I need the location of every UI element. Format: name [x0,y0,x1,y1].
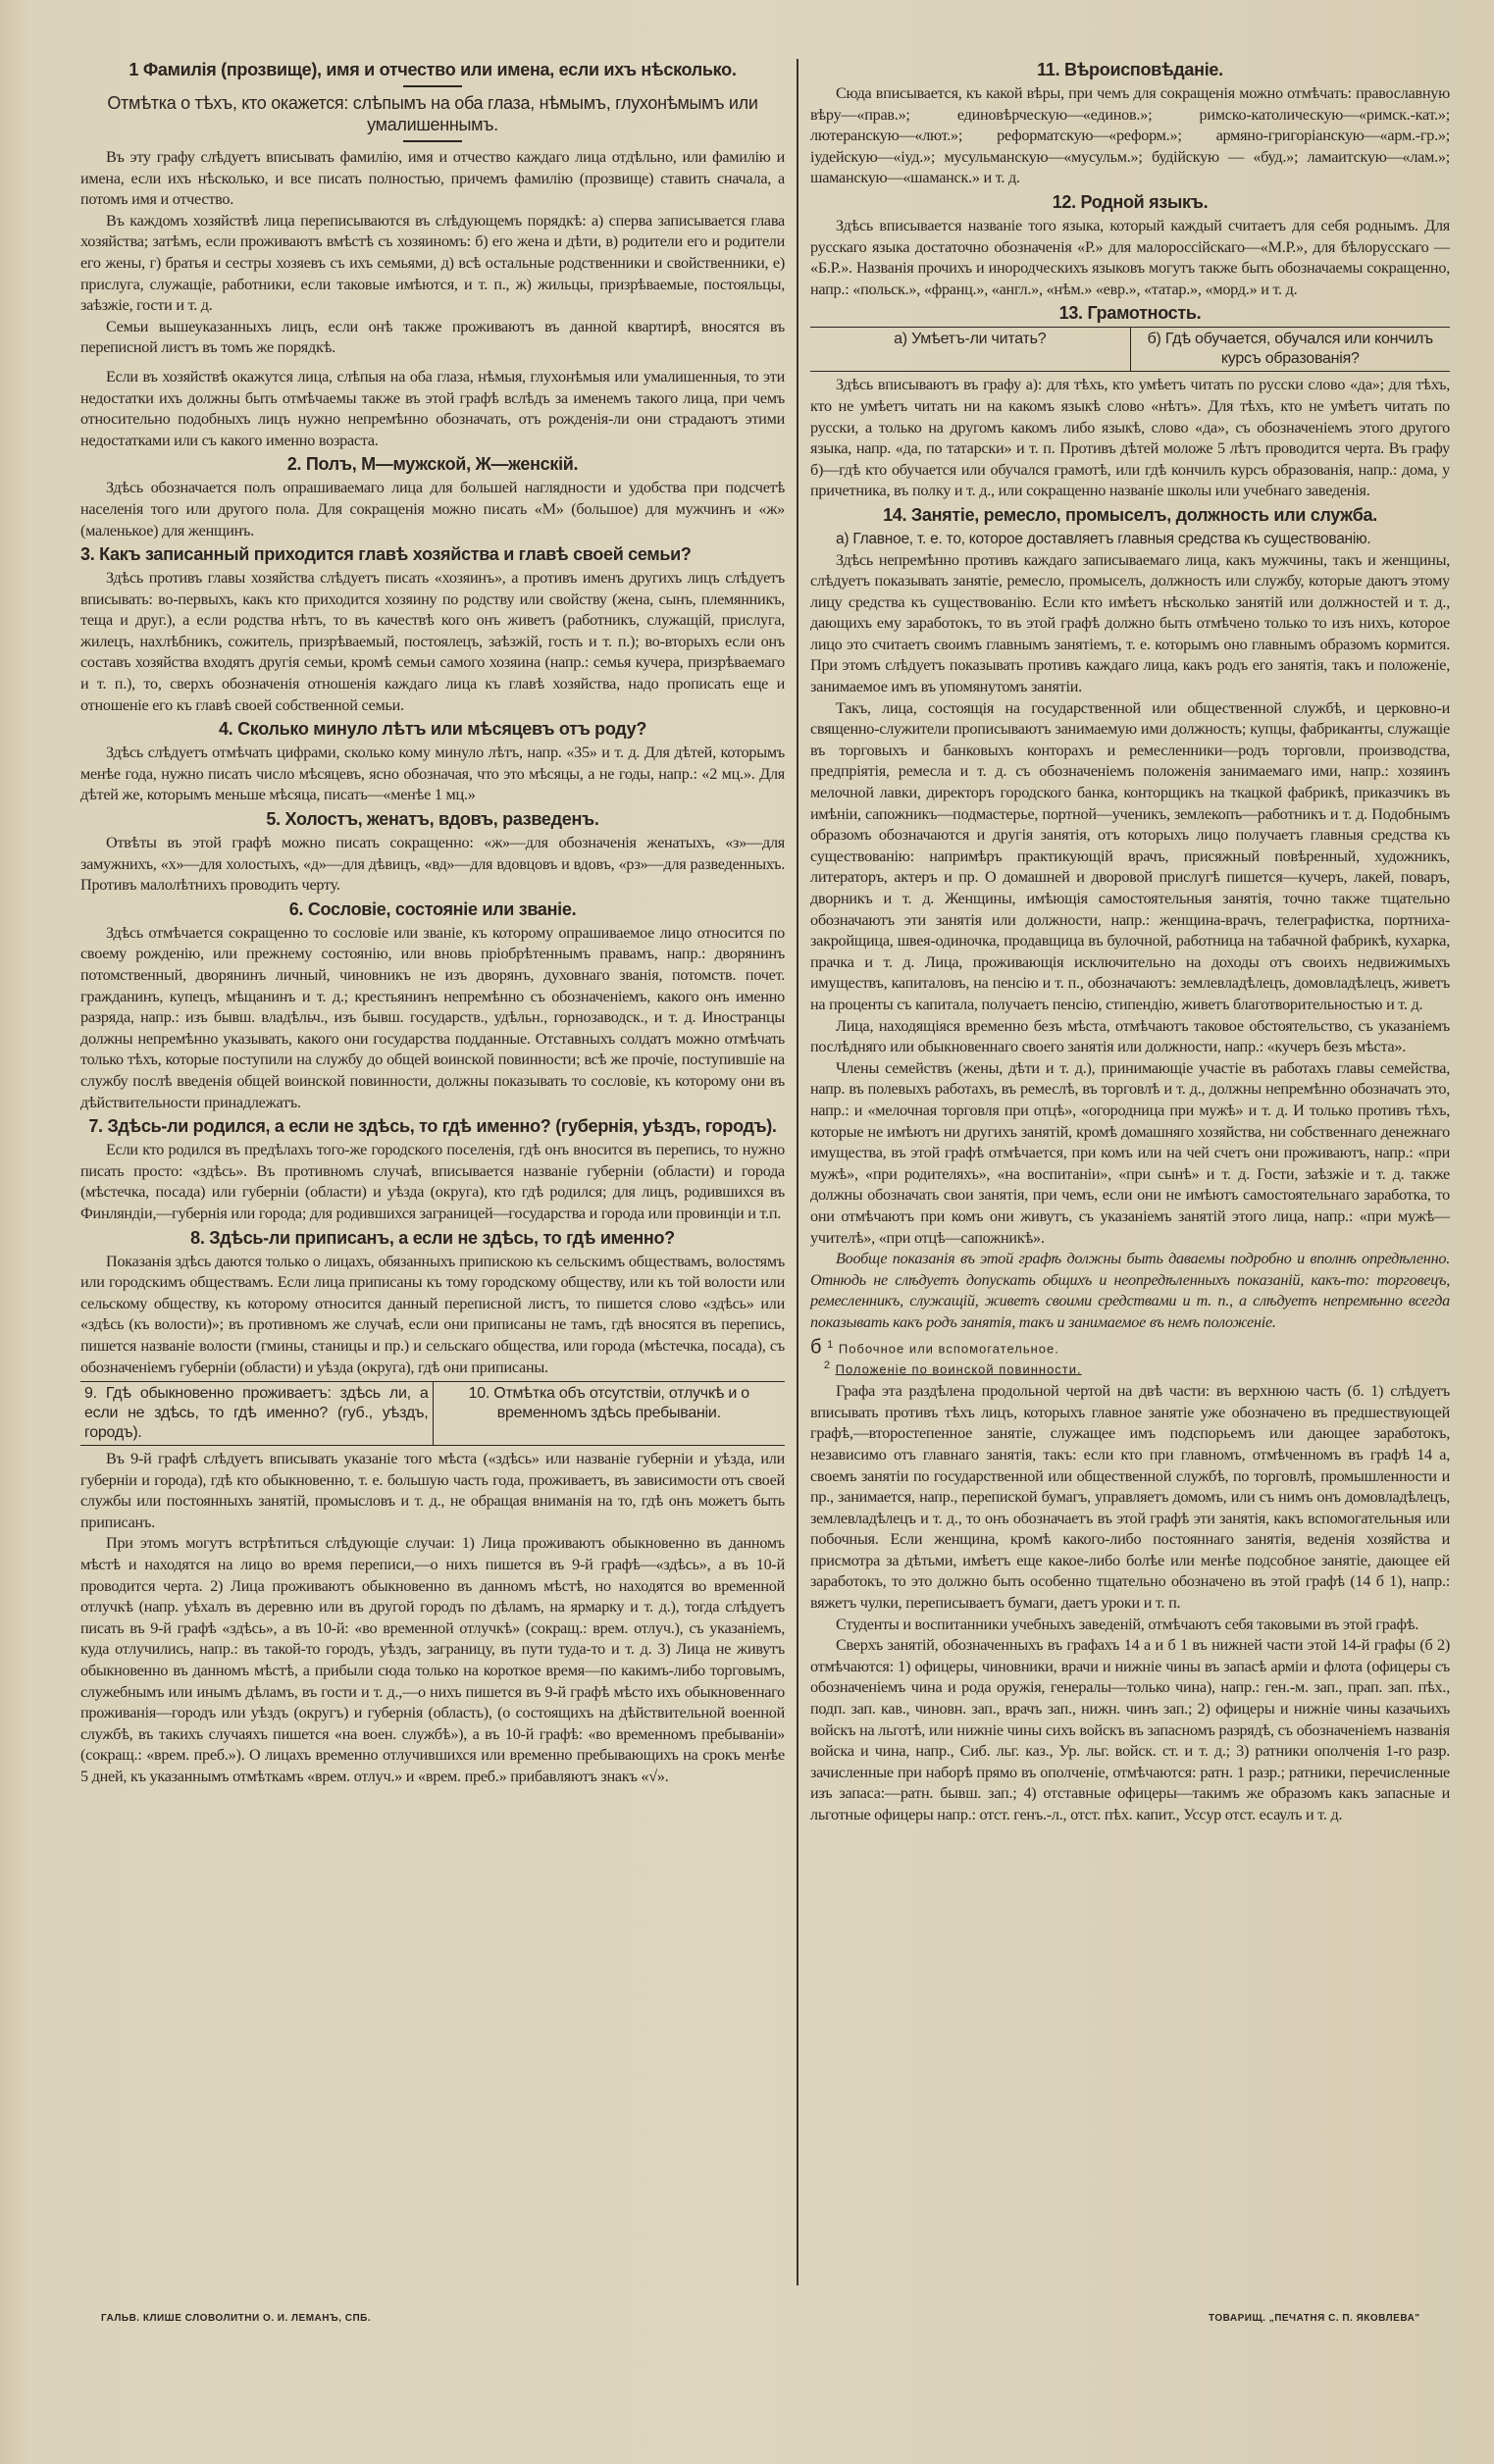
paragraph: Отвѣты въ этой графѣ можно писать сокращенно: «ж»—для обозначенія женатыхъ, «з»—для замужнихъ, «х»—для холостыхъ, «д»—для дѣвицъ, «вд»—для вдовцовъ и вдовъ, «рз»—для разведенныхъ. Противъ малолѣтнихъ проводить черту. [80,834,785,895]
paragraph: Сверхъ занятій, обозначенныхъ въ графахъ 14 а и б 1 въ нижней части этой 14-й графы (б 2) отмѣчаются: 1) офицеры, чиновники, врачи и нижніе чины въ запасѣ арміи и флота (офицеры съ обозначеніемъ чина и рода оружія, генералы—только чина), напр.: ген.-м. зап., прап. зап. пѣх., подп. зап. кав., чиновн. зап., врачъ зап., нижн. чинъ зап.; 2) офицеры и нижніе чины казачьихъ войскъ на льготѣ, или нижніе чины сихъ войскъ въ запасномъ разрядѣ, съ обозначеніемъ названія войска и чина, напр., Сиб. льг. каз., Ур. льг. войск. ст. и т. д.; 3) ратники ополченія 1-го разр. зачисленные при наборѣ прямо въ ополченіе, отмѣчаются: ратн. 1 разр.; ратники, перечисленные изъ запаса:—ратн. бывш. зап.; 4) отставные офицеры—такимъ же образомъ какъ запасные и льготные офицеры напр.: отст. генъ.-л., отст. пѣх. капит., Усcур отст. есаулъ и т. д. [810,1636,1450,1823]
section-14b1-label: Побочное или вспомогательное. [838,1341,1059,1357]
paragraph: Вообще показанія въ этой графѣ должны быть даваемы подробно и вполнѣ опредѣленно. Отнюдь не слѣдуетъ допускать общихъ и неопредѣленныхъ показаній, какъ-то: торговецъ, ремесленникъ, служащій, живетъ своими средствами и т. п., а слѣдуетъ непремѣнно всегда показывать какъ родъ занятія, такъ и занимаемое въ немъ положеніе. [810,1250,1450,1331]
section-2-heading: 2. Полъ, М—мужской, Ж—женскій. [286,454,579,475]
paragraph: Въ каждомъ хозяйствѣ лица переписываются въ слѣдующемъ порядкѣ: а) сперва записывается глава хозяйства; затѣмъ, если проживаютъ вмѣстѣ съ хозяиномъ: б) его жена и дѣти, в) родители его и родители его жены, г) братья и сестры хозяевъ съ ихъ семьями, д) всѣ остальные родственники и свойственники, е) прислуга, служащіе, работники, если таковые имѣются, и т. п., ж) жильцы, призрѣваемые, постояльцы, заѣзжіе, гости и т. д. [80,211,785,315]
section-1-heading: 1 Фамилія (прозвище), имя и отчество или имена, если ихъ нѣсколько. [129,60,737,79]
paragraph: Показанія здѣсь даются только о лицахъ, обязанныхъ припискою къ сельскимъ обществамъ, волостямъ или городскимъ обществамъ. Если лица приписаны къ тому городскому обществу, или къ той волости или сельскому обществу, къ которому относится данный переписной листъ, то пишется слово «здѣсь» или «здѣсь (къ волости)»; въ противномъ же случаѣ, если они приписаны не тамъ, гдѣ вносятся въ перепись, пишется названіе волости (гмины, станицы и пр.) и сельскаго общества, или города (мѣстечка, посада), съ обозначеніемъ губерніи (области) и уѣзда (округа), гдѣ они приписаны. [80,1252,785,1376]
sections-9-10-header [80,1381,785,1446]
paragraph: Въ 9-й графѣ слѣдуетъ вписывать указаніе того мѣста («здѣсь» или названіе губерніи и уѣзда, или губерніи и города), гдѣ кто обыкновенно, т. е. большую часть года, проживаетъ, въ зависимости отъ своей службы или постоянныхъ занятій, промысловъ и т. д., не обращая вниманія на то, гдѣ онъ можетъ быть приписанъ. [80,1450,785,1531]
paragraph: Члены семействъ (жены, дѣти и т. д.), принимающіе участіе въ работахъ главы семейства, напр. въ полевыхъ работахъ, въ ремеслѣ, въ торговлѣ и т. д., должны непремѣнно обозначать это, напр.: и «мелочная торговля при отцѣ», «огородница при мужѣ» и т. д. И только противъ тѣхъ, которые не имѣютъ ни другихъ занятій, кромѣ домашняго хозяйства, ни собственнаго денежнаго имущества, въ этой графѣ отмѣчается, при комъ или на чей счетъ они проживаютъ, напр.: «при мужѣ», «при родителяхъ», «на воспитаніи», «при сынѣ» и т. д. Гости, заѣзжіе и т. д. также должны обозначать свои занятія, при чемъ, если они не имѣютъ самостоятельнаго заработка, то они отмѣчаютъ при комъ они живутъ, съ указаніемъ занятій этого лица, напр.: «при мужѣ—учителѣ», «при отцѣ—сапожникѣ». [810,1058,1450,1247]
paragraph: Здѣсь отмѣчается сокращенно то сословіе или званіе, къ которому опрашиваемое лицо относится по своему рожденію, или прежнему состоянію, или вновь пріобрѣтеннымъ правамъ, напр.: дворянинъ потомственный, дворянинъ личный, чиновникъ не изъ дворянъ, духовнаго званія, потомств. почет. гражданинъ, купецъ, мѣщанинъ и т. д.; крестьянинъ непремѣнно съ обозначеніемъ, какого онъ именно разряда, напр.: изъ бывш. владѣльч., изъ бывш. государств., удѣльн., горнозаводск., и т. д. Иностранцы должны непремѣнно указывать, какого они государства подданные. Отставныхъ солдатъ можно отмѣчать только тѣхъ, которые поступили на службу до общей воинской повинности; всѣ же прочіе, поступившіе на службу послѣ введенія общей воинской повинности, должны показывать то сословіе, къ которому они въ дѣйствительности принадлежатъ. [80,923,785,1111]
section-14a-heading: а) Главное, т. е. то, которое доставляетъ главныя средства къ существованію. [836,530,1371,547]
paragraph: Сюда вписывается, къ какой вѣры, при чемъ для сокращенія можно отмѣчать: православную вѣру—«прав.»; единовѣрческую—«единов.»; римско-католическую—«римск.-кат.»; лютеранскую—«лют.»; реформатскую—«реформ.»; армяно-григоріанскую—«арм.-гр.»; іудейскую—«іуд.»; мусульманскую—«мусульм.»; будійскую — «буд.»; ламаитскую—«лам.»; шаманскую—«шаманск.» и т. д. [810,84,1450,187]
paragraph: При этомъ могутъ встрѣтиться слѣдующіе случаи: 1) Лица проживаютъ обыкновенно въ данномъ мѣстѣ и находятся на лицо во время переписи,—о нихъ пишется въ 9-й графѣ—«здѣсь», а въ 10-й проводится черта. 2) Лица проживаютъ обыкновенно въ данномъ мѣстѣ, но находятся во временной отлучкѣ (напр. уѣхалъ въ деревню или въ другой городъ по дѣламъ, на ярмарку и т. д.), тогда слѣдуетъ писать въ 9-й графѣ «здѣсь», а въ 10-й: «во временной отлучкѣ» (сокращ.: врем. отлуч.), съ указаніемъ, куда отлучились, напр.: въ такой-то городъ, уѣздъ, заграницу, въ пути туда-то и т. д. 3) Лица не живутъ обыкновенно въ данномъ мѣстѣ, а прибыли сюда только на короткое время—по какимъ-либо торговымъ, служебнымъ или инымъ дѣламъ, въ гости и т. д.,—о нихъ пишется въ 9-й графѣ мѣсто ихъ обыкновеннаго проживанія—городъ или уѣздъ (округъ) и губернія (область), (о состоящихъ на дѣйствительной военной службѣ, въ такихъ случаяхъ пишется «на воен. службѣ»), а въ 10-й графѣ: «во временномъ пребываніи» (сокращ.: «врем. преб.»). О лицахъ временно отлучившихся или временно пребывающихъ на срокъ менѣе 5 дней, къ указаннымъ отмѣткамъ «врем. отлуч.» и «врем. преб.» прибавляютъ знакъ «√». [80,1534,785,1785]
section-14-heading: 14. Занятіе, ремесло, промыселъ, должность или служба. [883,504,1377,525]
paragraph: Студенты и воспитанники учебныхъ заведеній, отмѣчаютъ себя таковыми въ этой графѣ. [836,1615,1419,1633]
section-14b-letter: б [810,1336,823,1359]
section-7-heading: 7. Здѣсь-ли родился, а если не здѣсь, то гдѣ именно? (губернія, уѣздъ, городъ). [88,1116,777,1137]
paragraph: Семьи вышеуказанныхъ лицъ, если онѣ также проживаютъ въ данной квартирѣ, вносятся въ переписной листъ въ томъ же порядкѣ. [80,317,785,357]
section-3-heading: 3. Какъ записанный приходится главѣ хозяйства и главѣ своей семьи? [80,544,692,565]
section-1-subheading: Отмѣтка о тѣхъ, кто окажется: слѣпымъ на оба глаза, нѣмымъ, глухонѣмымъ или умалишеннымъ. [107,93,758,134]
paragraph: Здѣсь слѣдуетъ отмѣчать цифрами, сколько кому минуло лѣтъ, напр. «35» и т. д. Для дѣтей, которымъ менѣе года, нужно писать число мѣсяцевъ, ясно обозначая, что это мѣсяцы, а не годы, напр.: «2 мц.». Для дѣтей же, которымъ меньше мѣсяца, писать—«менѣе 1 мц.» [80,744,785,804]
paragraph: Если кто родился въ предѣлахъ того-же городского поселенія, гдѣ онъ вносится въ перепись, то нужно писать просто: «здѣсь». Въ противномъ случаѣ, вписывается названіе губерніи (области) и города (мѣстечка, посада) или губерніи (области) и уѣзда (округа), кто гдѣ родился; для лицъ, родившихся въ Финляндіи,—губернія или города; для родившихся заграницей—государства и города или провинціи и т.п. [80,1141,785,1222]
divider-rule [403,140,462,142]
section-13a-heading: а) Умѣетъ-ли читать? [810,328,1131,371]
paragraph: Такъ, лица, состоящія на государственной или общественной службѣ, и церковно-и священно-служители прописываютъ занимаемую ими должность; купцы, фабриканты, служащіе въ торговыхъ и банковыхъ конторахъ и ремесленники—родъ торговли, производства, предпріятія, ремесла и т. д. съ обозначеніемъ положенія занимаемаго ими, напр.: хозяинъ мелочной лавки, директоръ городского банка, конторщикъ на ткацкой фабрикѣ, приказчикъ въ имѣніи, сапожникъ—подмастерье, портной—ученикъ, землекопъ—работникъ и т. д. Подобнымъ образомъ обозначаются и другія занятія, отъ которыхъ лицо получаетъ главныя средства къ существованію: напримѣръ практикующій врачъ, присяжный повѣренный, художникъ, литераторъ, актеръ и пр. О домашней и дворовой прислугѣ пишется—кучеръ, лакей, поваръ, дворникъ и т. д. Женщины, имѣющія самостоятельныя занятія, точно также тщательно обозначаютъ эти занятія или должности, напр.: женщина-врачъ, телеграфистка, портниха-закройщица, швея-одиночка, продавщица въ булочной, работница на табачной фабрикѣ, кухарка, прачка и т. д. Лица, проживающія исключительно на доходы отъ своихъ недвижимыхъ имуществъ, капиталовъ, на пенсію и т. п., обозначаютъ: землевладѣлецъ, домовладѣлецъ, живетъ на проценты съ капитала, получаетъ пенсію, стипендію, живетъ благотворительностью и т. д. [810,698,1450,1013]
footer-printer-left: ГАЛЬВ. КЛИШЕ СЛОВОЛИТНИ О. И. ЛЕМАНЪ, СПБ. [101,2313,372,2324]
section-8-heading: 8. Здѣсь-ли приписанъ, а если не здѣсь, то гдѣ именно? [190,1227,675,1248]
section-13-heading: 13. Грамотность. [1058,303,1202,324]
paragraph: Если въ хозяйствѣ окажутся лица, слѣпыя на оба глаза, нѣмыя, глухонѣмыя или умалишенныя, то эти недостатки ихъ должны быть отмѣчаемы также въ этой графѣ вслѣдъ за именемъ такого лица, при чемъ относительно подобныхъ лицъ нужно непремѣнно обозначать, отъ рожденія-ли они страдаютъ этими недостатками или съ какого именно возраста. [80,367,785,449]
section-10-heading: 10. Отмѣтка объ отсутствіи, отлучкѣ и о временномъ здѣсь пребываніи. [468,1385,749,1422]
section-14b2-label: Положеніе по воинской повинности. [835,1361,1082,1377]
right-column [810,57,1450,1826]
footer-printer-right: ТОВАРИЩ. „ПЕЧАТНЯ С. П. ЯКОВЛЕВА" [1209,2313,1420,2324]
section-13b-heading: б) Гдѣ обучается, обучался или кончилъ курсъ образованія? [1147,331,1433,368]
column-divider [797,59,799,2285]
section-14b-heading: б $^1$ Побочное или вспомогательное. $^2$ Положеніе по воинской повинности. [810,1336,1082,1377]
paragraph: Здѣсь обозначается полъ опрашиваемаго лица для большей наглядности и удобства при подсчетѣ населенія того или другого пола. Для сокращенія можно писать «М» (большое) для мужчинъ и «ж» (маленькое) для женщинъ. [80,479,785,539]
paragraph: Графа эта раздѣлена продольной чертой на двѣ части: въ верхнюю часть (б. 1) слѣдуетъ вписывать противъ тѣхъ лицъ, которыхъ главное занятіе уже обозначено въ предшествующей графѣ,—второстепенное занятіе, служащее имъ подспорьемъ или дающее заработокъ, независимо отъ главнаго занятія, такъ: если кто при главномъ, отмѣченномъ въ графѣ 14 а, своемъ занятіи по государственной или общественной службѣ, по торговлѣ, промышленности и пр., занимается, напр., перепиской бумагъ, управляетъ домомъ, или съ нимъ онъ домовладѣлецъ, землевладѣлецъ и т. д., то онъ обозначаетъ въ этой графѣ эти занятія, какъ вспомогательныя или побочныя. Если женщина, кромѣ какого-либо постояннаго занятія, веденія хозяйства и присмотра за дѣтьми, имѣетъ еще какое-либо болѣе или менѣе подсобное занятіе, дающее ей заработокъ, то это должно быть особенно тщательно обозначено въ этой графѣ (14 б 1), напр.: вяжетъ чулки, переписываетъ бумаги, даетъ уроки и т. п. [810,1382,1450,1613]
section-4-heading: 4. Сколько минуло лѣтъ или мѣсяцевъ отъ роду? [218,719,647,740]
section-11-heading: 11. Вѣроисповѣданіе. [1037,60,1223,79]
paragraph: Лица, находящіяся временно безъ мѣста, отмѣчаютъ таковое обстоятельство, съ указаніемъ послѣдняго или обыкновеннаго своего занятія или должности, напр.: «кучеръ безъ мѣста». [810,1016,1450,1056]
paragraph: Въ эту графу слѣдуетъ вписывать фамилію, имя и отчество каждаго лица отдѣльно, или фамилію и имена, если ихъ нѣсколько, и все писать полностью, причемъ фамилію (прозвище) ставить сначала, а потомъ имя и отчество. [80,148,785,209]
divider-rule [403,85,462,87]
paragraph: Здѣсь вписываютъ въ графу а): для тѣхъ, кто умѣетъ читать по русски слово «да»; для тѣхъ, кто не умѣетъ читать ни на какомъ языкѣ слово «нѣтъ». Для тѣхъ, кто не умѣетъ читать по русски, а только на другомъ какомъ либо языкѣ, слово «да», съ обозначеніемъ этого другого языка, напр. «да, по татарски» и т. п. Противъ дѣтей моложе 5 лѣтъ проводится черта. Въ графу б)—гдѣ кто обучается или обучался грамотѣ, или гдѣ кончилъ курсъ образованія, напр.: дома, у причетника, въ полку и т. д., или сокращенно названіе школы или учебнаго заведенія. [810,376,1450,500]
left-column [80,57,785,1788]
section-9-heading: 9. Гдѣ обыкновенно проживаетъ: здѣсь ли, а если не здѣсь, то гдѣ именно? (губ., уѣздъ, городъ). [80,1382,434,1445]
section-5-heading: 5. Холостъ, женатъ, вдовъ, разведенъ. [266,809,599,830]
paragraph: Здѣсь противъ главы хозяйства слѣдуетъ писать «хозяинъ», а противъ именъ другихъ лицъ слѣдуетъ вписывать: во-первыхъ, какъ кто приходится хозяину по родству или свойству (жена, сынъ, племянникъ, теща и друг.), а если родства нѣтъ, то въ качествѣ кого онъ живетъ (работникъ, служащій, прислуга, жилецъ, нахлѣбникъ, сожитель, призрѣваемый, постоялецъ, заѣзжій, гость и т. п.); во-вторыхъ если онъ составъ хозяйства входятъ другія семьи, кромѣ семьи самого хозяина (напр.: семья кучера, призрѣваемаго и т. п.), то, сверхъ обозначенія отношенія каждаго лица къ главѣ хозяйства, надо прописать еще и отношеніе его къ главѣ своей собственной семьи. [80,569,785,714]
section-13-subheader [810,327,1450,372]
section-12-heading: 12. Родной языкъ. [1052,191,1209,212]
paragraph: Здѣсь непремѣнно противъ каждаго записываемаго лица, какъ мужчины, такъ и женщины, слѣдуетъ показывать занятіе, ремесло, промыселъ, должность или службу, которые даютъ этому лицу средства къ существованію. Если кто имѣетъ нѣсколько занятій или должностей и т. д., дающихъ ему заработокъ, то въ этой графѣ должно быть отмѣчено только то изъ нихъ, которое лицо это считаетъ своимъ главнымъ занятіемъ, т. е. которымъ оно главнымъ образомъ кормится. При этомъ слѣдуетъ показывать противъ каждаго лица, какъ родъ его занятія, такъ и положеніе, занимаемое имъ въ упомянутомъ занятіи. [810,550,1450,696]
paragraph: Здѣсь вписывается названіе того языка, который каждый считаетъ для себя роднымъ. Для русскаго языка достаточно обозначенія «Р.» для малороссійскаго—«М.Р.», для бѣлорусскаго — «Б.Р.». Названія прочихъ и инородческихъ языковъ могутъ также быть обозначаемы сокращенно, напр.: «польск.», «франц.», «англ.», «нѣм.» «евр.», «татар.», «морд.» и т. д. [810,216,1450,298]
section-6-heading: 6. Сословіе, состояніе или званіе. [288,898,577,919]
